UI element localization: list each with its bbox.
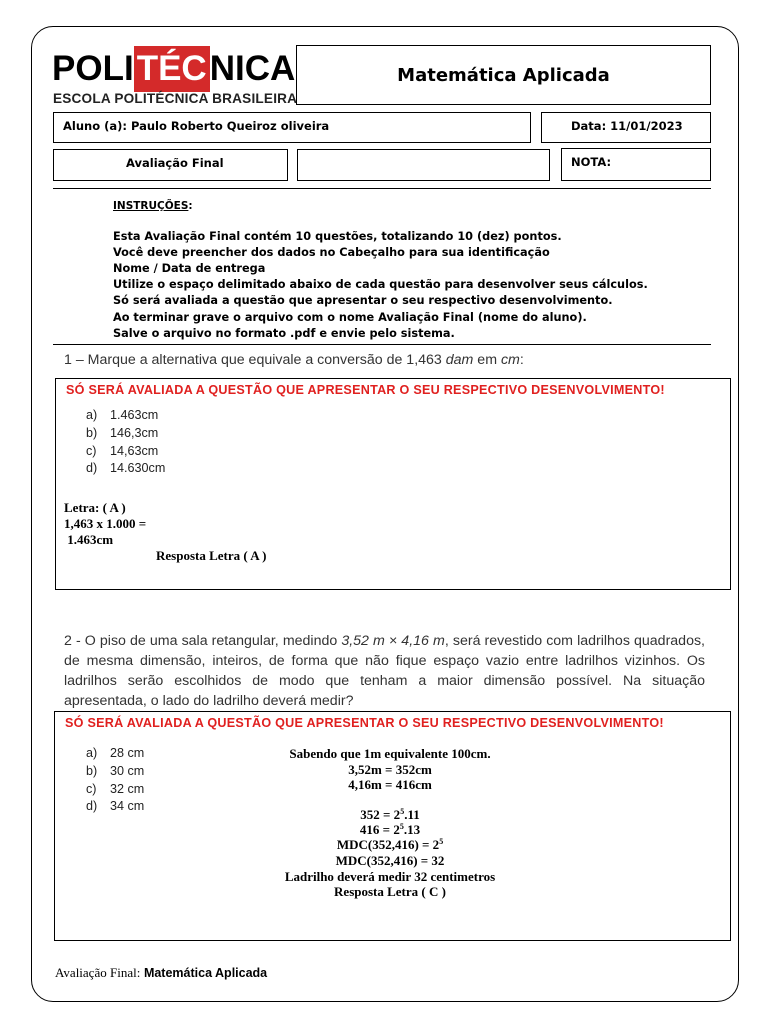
- q2-work-line: [190, 837, 590, 853]
- q2-work-line: [190, 822, 590, 838]
- option-text: 14.630cm: [110, 461, 166, 475]
- work-rest: .13: [403, 822, 421, 837]
- q2-option-c: [86, 782, 144, 796]
- logo-prefix: POLI: [52, 49, 134, 88]
- q1-middle: em: [473, 352, 501, 368]
- instruction-line: Você deve preencher dos dados no Cabeçalho para sua identificação: [113, 246, 550, 259]
- instruction-line: Só será avaliada a questão que apresentar o seu respectivo desenvolvimento.: [113, 294, 613, 307]
- logo: [52, 46, 295, 92]
- warning-text: SÓ SERÁ AVALIADA A QUESTÃO QUE APRESENTAR O SEU RESPECTIVO DESENVOLVIMENTO!: [66, 383, 665, 397]
- page-title: Matemática Aplicada: [397, 64, 610, 86]
- student-name: Aluno (a): Paulo Roberto Queiroz oliveira: [63, 119, 330, 133]
- q1-final-answer: Resposta Letra ( A ): [156, 548, 267, 563]
- q1-option-a: [86, 408, 158, 422]
- blank-box: [297, 149, 550, 181]
- work-base: 416 = 2: [359, 822, 400, 837]
- title-box: [296, 45, 711, 105]
- q1-answer-letter: Letra: ( A ): [64, 500, 126, 515]
- footer-course: Matemática Aplicada: [143, 966, 268, 980]
- q1-unit-from: dam: [445, 352, 474, 368]
- instruction-line: Salve o arquivo no formato .pdf e envie pelo sistema.: [113, 327, 455, 340]
- grade-box: [561, 148, 711, 181]
- exam-box: [53, 149, 288, 181]
- q2-option-d: [86, 799, 144, 813]
- instruction-line: Esta Avaliação Final contém 10 questões, totalizando 10 (dez) pontos.: [113, 230, 562, 243]
- instruction-line: Ao terminar grave o arquivo com o nome Avaliação Final (nome do aluno).: [113, 311, 587, 324]
- option-letter: c): [86, 444, 97, 458]
- question-1-text: [64, 350, 705, 370]
- q2-work-line: [190, 807, 590, 823]
- exam-name: Avaliação Final: [126, 156, 224, 170]
- q2-work-line: MDC(352,416) = 32: [335, 853, 445, 868]
- work-base: 352 = 2: [360, 807, 401, 822]
- q2-work-line: 3,52m = 352cm: [348, 762, 432, 777]
- q2-final-answer: Resposta Letra ( C ): [334, 884, 446, 899]
- question-2-text: [64, 631, 705, 711]
- q1-unit-to: cm: [500, 352, 520, 368]
- option-text: 1.463cm: [110, 408, 159, 422]
- work-exponent: 5: [400, 807, 405, 816]
- date-box: [541, 112, 711, 143]
- option-letter: a): [86, 408, 98, 422]
- option-letter: b): [86, 426, 98, 440]
- option-text: 30 cm: [110, 764, 145, 778]
- q2-prefix: 2 - O piso de uma sala retangular, medindo: [64, 633, 342, 649]
- footer: [55, 965, 267, 981]
- exam-date: Data: 11/01/2023: [571, 119, 683, 133]
- divider: [53, 344, 711, 345]
- q2-work-line: 4,16m = 416cm: [348, 777, 432, 792]
- instruction-line: Utilize o espaço delimitado abaixo de cada questão para desenvolver seus cálculos.: [113, 278, 648, 291]
- work-exponent: 5: [399, 822, 404, 831]
- q1-suffix: :: [519, 352, 524, 368]
- q1-result: 1.463cm: [64, 532, 114, 547]
- option-letter: d): [86, 799, 98, 813]
- divider: [53, 188, 711, 189]
- option-text: 34 cm: [110, 799, 145, 813]
- q2-option-a: [86, 746, 144, 760]
- instructions-title: INSTRUÇÕES: [113, 200, 189, 212]
- instructions-colon: :: [188, 200, 193, 212]
- student-box: [53, 112, 531, 143]
- logo-highlight: TÉC: [134, 46, 210, 92]
- logo-suffix: NICA: [209, 49, 296, 88]
- instruction-line: Nome / Data de entrega: [113, 262, 266, 275]
- work-rest: .11: [404, 807, 420, 822]
- q1-option-c: [86, 444, 158, 458]
- option-text: 146,3cm: [110, 426, 159, 440]
- option-text: 32 cm: [110, 782, 145, 796]
- q2-dims: 3,52 m × 4,16 m: [341, 633, 445, 649]
- q1-calc: 1,463 x 1.000 =: [64, 516, 147, 531]
- q1-option-b: [86, 426, 158, 440]
- option-text: 28 cm: [110, 746, 145, 760]
- option-text: 14,63cm: [110, 444, 159, 458]
- option-letter: d): [86, 461, 98, 475]
- q2-body: , será revestido com ladrilhos quadrados, de mesma dimensão, inteiros, de forma que não fique espaço vazio entre ladrilhos vizinhos. Os ladrilhos serão escolhidos de modo que tenham a maior dimensão possível. Na situação apresentada, o lado do ladrilho deverá medir?: [64, 633, 705, 709]
- option-letter: b): [86, 764, 98, 778]
- work-exponent: 5: [439, 837, 444, 846]
- instructions-heading: [113, 200, 193, 212]
- work-base: MDC(352,416) = 2: [336, 837, 440, 852]
- footer-label: Avaliação Final:: [55, 965, 141, 980]
- logo-subtitle: ESCOLA POLITÉCNICA BRASILEIRA: [53, 91, 298, 106]
- option-letter: c): [86, 782, 97, 796]
- q1-option-d: [86, 461, 165, 475]
- option-letter: a): [86, 746, 98, 760]
- q1-prefix: 1 – Marque a alternativa que equivale a conversão de 1,463: [64, 352, 446, 368]
- warning-text: SÓ SERÁ AVALIADA A QUESTÃO QUE APRESENTAR O SEU RESPECTIVO DESENVOLVIMENTO!: [65, 716, 664, 730]
- q2-work-line: Sabendo que 1m equivalente 100cm.: [289, 746, 491, 761]
- q2-option-b: [86, 764, 144, 778]
- grade-label: NOTA:: [571, 155, 612, 169]
- q2-work-line: Ladrilho deverá medir 32 centimetros: [284, 869, 496, 884]
